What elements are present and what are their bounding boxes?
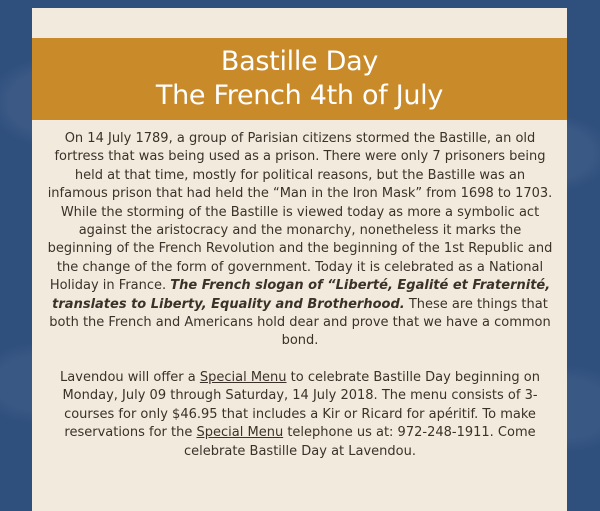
menu-details-text: to celebrate Bastille Day beginning on Monday, July 09 through Saturday, 14 July 2018. The menu consists of 3-courses for only $46.95 that includes a Kir or Ricard for apéritif. To make reservations for the bbox=[62, 369, 540, 441]
article-body bbox=[46, 130, 554, 461]
reservation-text: telephone us at: 972-248-1911. Come celebrate Bastille Day at Lavendou. bbox=[184, 425, 536, 459]
slogan-text: The French slogan of “Liberté, Egalité et Fraternité, translates to Liberty, Equality and Brotherhood. bbox=[52, 278, 551, 312]
special-menu-link-reservations[interactable]: Special Menu bbox=[196, 425, 284, 441]
special-menu-link[interactable]: Special Menu bbox=[199, 369, 287, 385]
history-text: On 14 July 1789, a group of Parisian citizens stormed the Bastille, an old fortress that was being used as a prison. There were only 7 prisoners being held at that time, mostly for political reasons, but the Bastille was an infamous prison that had held the “Man in the Iron Mask” from 1698 to 1703. While the storming of the Bastille is viewed today as more a symbolic act against the aristocracy and the monarchy, nonetheless it marks the beginning of the French Revolution and the beginning of the 1st Republic and the change of the form of government. Today it is celebrated as a National Holiday in France. bbox=[47, 131, 553, 294]
menu-paragraph bbox=[46, 369, 554, 461]
title-banner bbox=[32, 38, 567, 120]
banner-subtitle: The French 4th of July bbox=[155, 80, 444, 111]
newsletter-card bbox=[32, 8, 567, 511]
menu-intro-text: Lavendou will offer a bbox=[60, 369, 200, 385]
banner-title: Bastille Day bbox=[220, 46, 379, 77]
common-bond-text: These are things that both the French and Americans hold dear and prove that we have a common bond. bbox=[49, 296, 551, 349]
history-paragraph bbox=[46, 130, 554, 351]
